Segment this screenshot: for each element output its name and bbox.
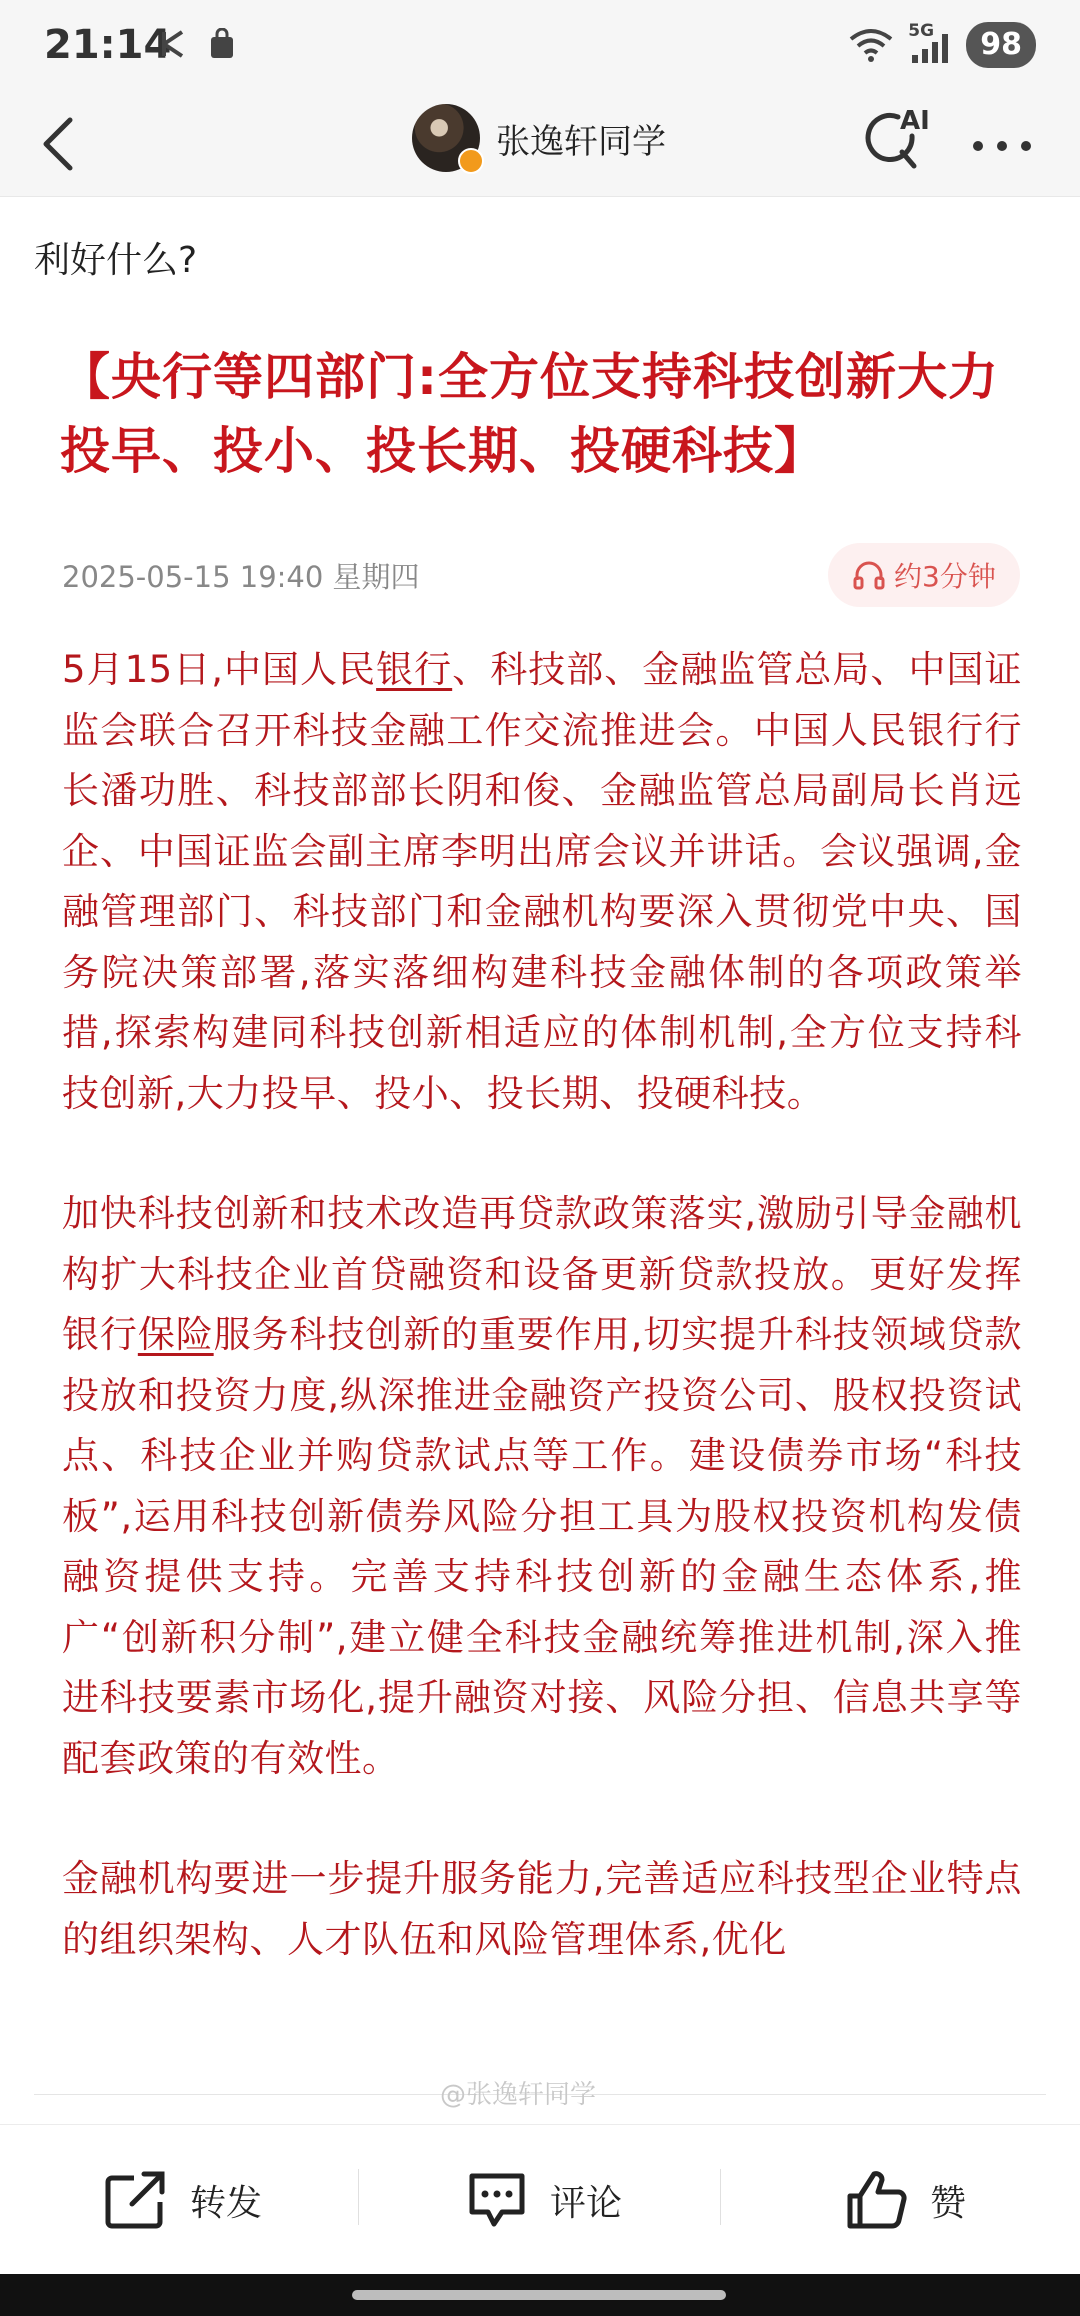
back-arrow-icon[interactable] xyxy=(30,112,94,176)
article-date: 2025-05-15 19:40 星期四 xyxy=(62,560,420,594)
bag-notification-icon xyxy=(208,28,236,60)
comment-icon xyxy=(466,2170,528,2230)
comment-label: 评论 xyxy=(550,2182,623,2224)
verified-badge-icon xyxy=(458,148,484,174)
share-icon xyxy=(104,2170,168,2230)
watermark-text: @张逸轩同学 xyxy=(440,2080,597,2110)
author-header[interactable] xyxy=(412,104,666,172)
author-name[interactable]: 张逸轩同学 xyxy=(496,121,666,162)
paragraph-text: 、科技部、金融监管总局、中国证监会联合召开科技金融工作交流推进会。中国人民银行行长潘功胜、科技部部长阴和俊、金融监管总局副局长肖远企、中国证监会副主席李明出席会议并讲话。会议强调,金融管理部门、科技部门和金融机构要深入贯彻党中央、国务院决策部署,落实落细构建科技金融体制的各项政策举措,探索构建同科技创新相适应的体制机制,全方位支持科技创新,大力投早、投小、投长期、投硬科技。 xyxy=(62,648,1022,1115)
nav-bar xyxy=(0,92,1080,197)
ai-label: AI xyxy=(900,106,930,136)
keyword-link-insurance[interactable]: 保险 xyxy=(137,1313,214,1356)
keyword-link-bank[interactable]: 银行 xyxy=(376,648,453,691)
status-time: 21:14 xyxy=(44,22,172,68)
post-text: 利好什么? xyxy=(34,240,198,281)
article-paragraph-3: 金融机构要进一步提升服务能力,完善适应科技型企业特点的组织架构、人才队伍和风险管理体系,优化 xyxy=(62,1857,1022,1961)
toolbar-divider xyxy=(358,2169,359,2225)
home-indicator[interactable] xyxy=(352,2290,726,2300)
comment-button[interactable] xyxy=(466,2165,622,2235)
network-type: 5G xyxy=(908,21,935,41)
read-time-button[interactable] xyxy=(828,543,1020,607)
watermark xyxy=(440,2074,596,2111)
paragraph-text: 加快科技创新和技术改造再贷款政策落实,激励引导金融机构扩大科技企业首贷融资和设备更新贷款投放。更好发挥银行 xyxy=(62,1192,1022,1356)
share-button[interactable] xyxy=(104,2165,262,2235)
toolbar-divider xyxy=(720,2169,721,2225)
article-body xyxy=(62,640,1022,2090)
share-label: 转发 xyxy=(190,2182,263,2224)
thumbs-up-icon xyxy=(846,2168,908,2232)
headphone-icon xyxy=(852,558,886,592)
battery-badge: 98 xyxy=(966,22,1036,68)
signal-icon xyxy=(908,25,952,65)
article-title: 【央行等四部门:全方位支持科技创新大力投早、投小、投长期、投硬科技】 xyxy=(60,348,999,480)
status-bar xyxy=(0,0,1080,92)
read-time-label: 约3分钟 xyxy=(894,560,996,593)
k-notification-icon xyxy=(158,28,190,60)
ai-search-button[interactable] xyxy=(858,102,938,182)
signal-indicator xyxy=(908,21,952,65)
more-icon[interactable] xyxy=(966,116,1038,176)
status-right-icons xyxy=(848,22,1036,68)
avatar[interactable] xyxy=(412,104,480,172)
article-paragraph-2 xyxy=(62,1184,1022,1789)
like-label: 赞 xyxy=(930,2182,967,2224)
article-paragraph-1 xyxy=(62,640,1022,1124)
paragraph-text: 服务科技创新的重要作用,切实提升科技领域贷款投放和投资力度,纵深推进金融资产投资公司、股权投资试点、科技企业并购贷款试点等工作。建设债券市场“科技板”,运用科技创新债券风险分担工具为股权投资机构发债融资提供支持。完善支持科技创新的金融生态体系,推广“创新积分制”,建立健全科技金融统筹推进机制,深入推进科技要素市场化,提升融资对接、风险分担、信息共享等配套政策的有效性。 xyxy=(62,1313,1022,1780)
bottom-toolbar xyxy=(0,2124,1080,2275)
wifi-icon xyxy=(848,27,894,63)
paragraph-text: 5月15日,中国人民 xyxy=(62,648,377,691)
status-left-icons xyxy=(158,28,236,60)
like-button[interactable] xyxy=(846,2165,966,2235)
